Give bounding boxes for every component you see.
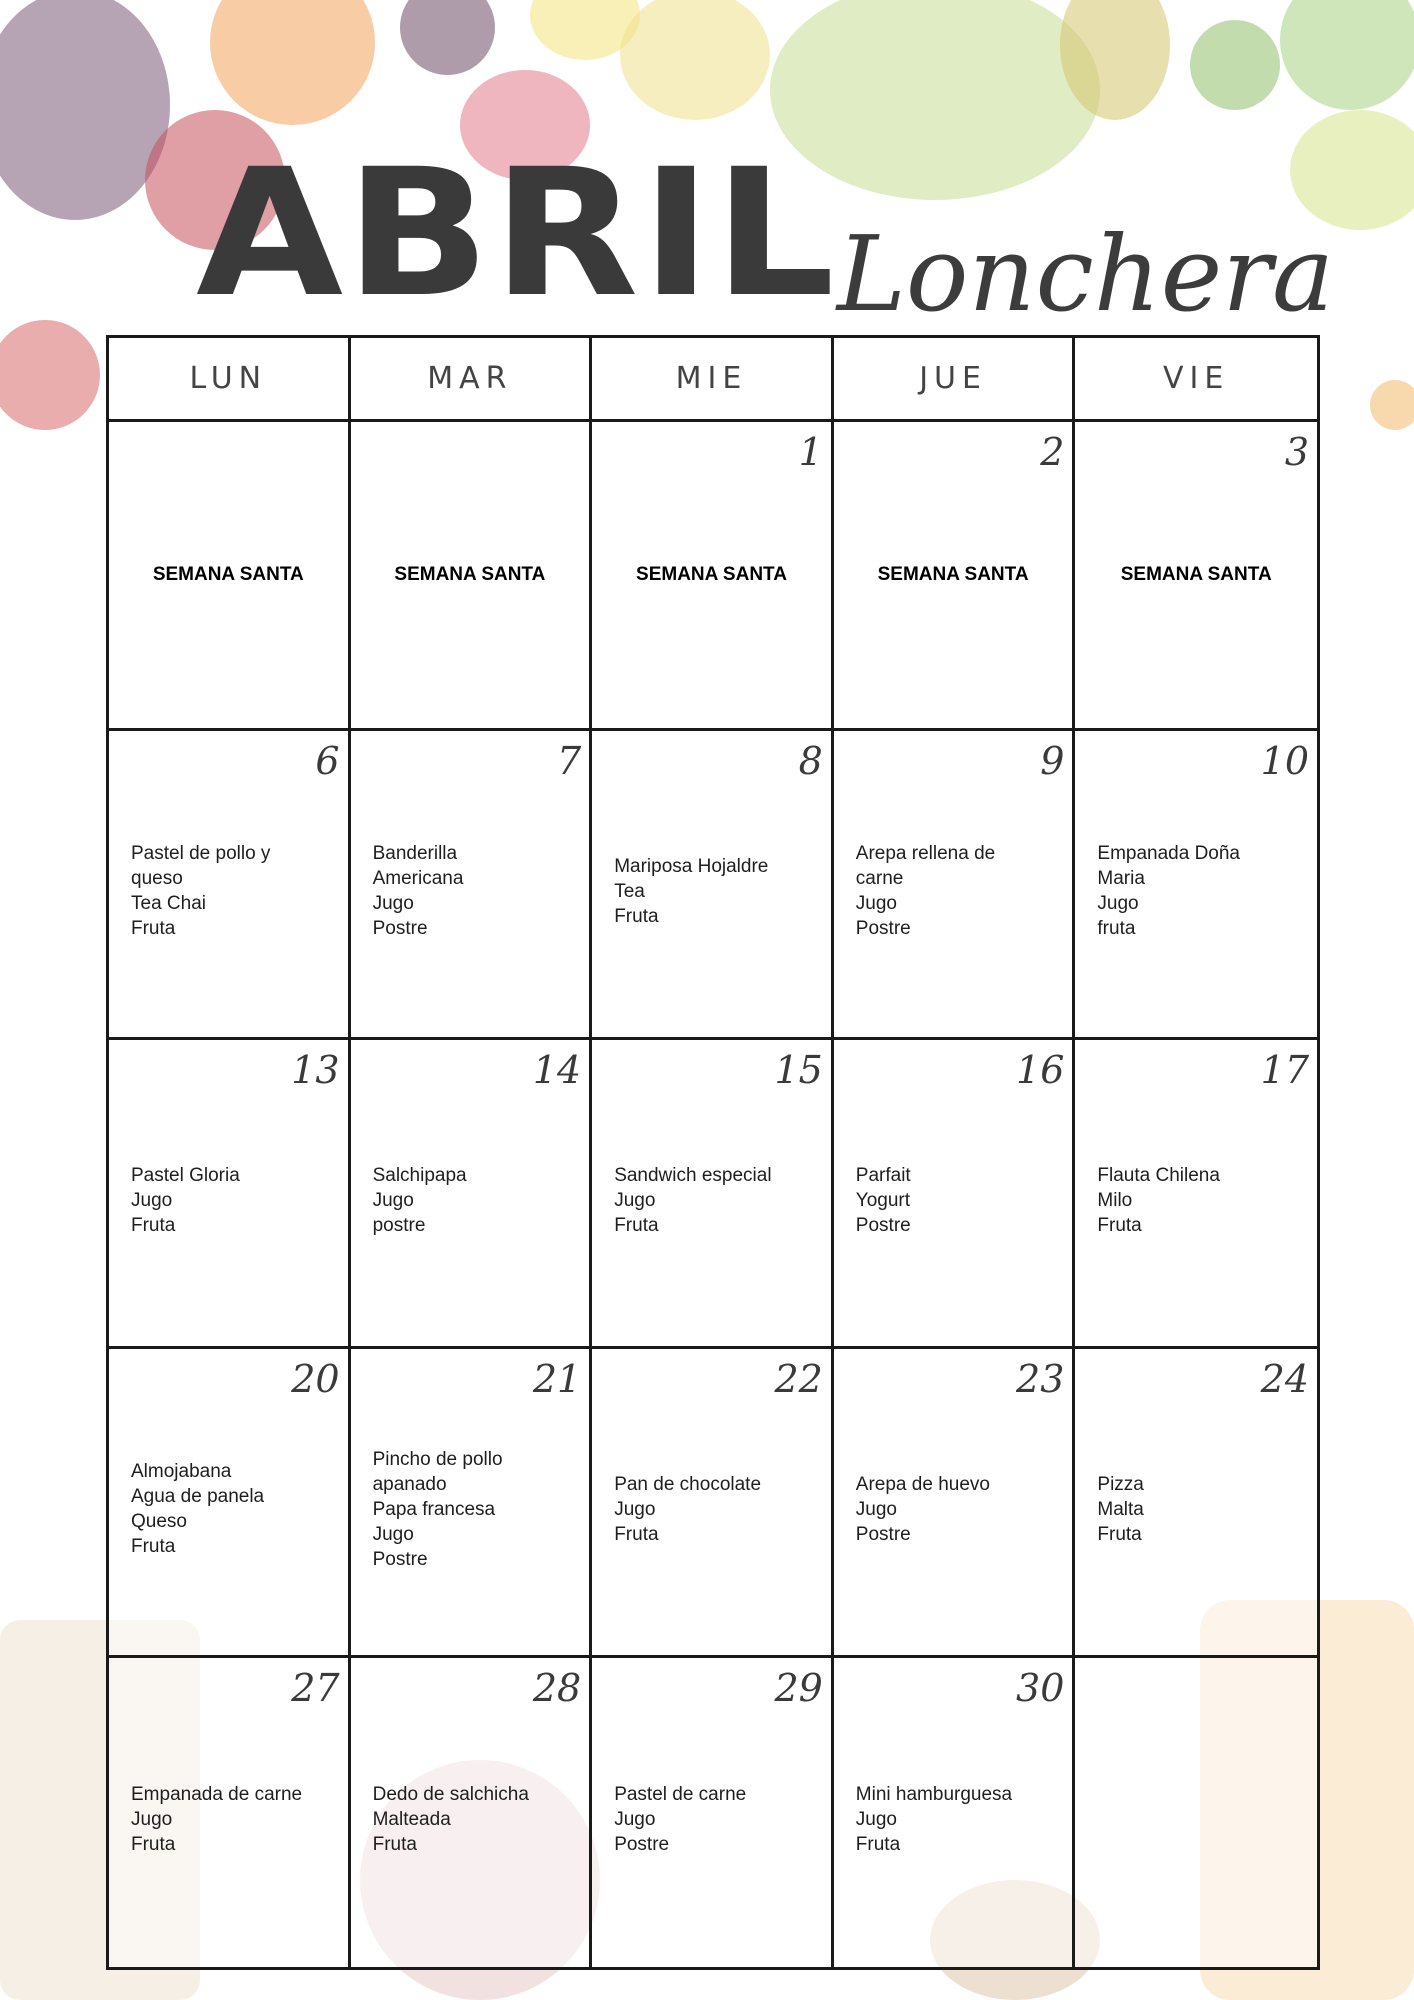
- menu-item: postre: [372, 1214, 426, 1236]
- menu-item: Postre: [614, 1834, 670, 1855]
- day-cell: [1075, 422, 1317, 731]
- day-cell: [1075, 1040, 1317, 1349]
- menu-item: Pastel de pollo y: [131, 843, 271, 864]
- holiday-note: SEMANA SANTA: [394, 564, 546, 585]
- lunch-menu: [614, 1658, 821, 1967]
- day-number: 10: [1260, 739, 1309, 783]
- lunch-menu: [373, 1040, 580, 1346]
- orange-image: [210, 0, 375, 125]
- menu-item: Jugo: [372, 1523, 414, 1545]
- lunch-menu: [1097, 1349, 1307, 1655]
- menu-item: Queso: [131, 1511, 187, 1532]
- menu-item: Postre: [855, 1523, 911, 1545]
- menu-item: Sandwich especial: [614, 1164, 772, 1186]
- menu-item: Jugo: [614, 1189, 656, 1211]
- weekday-header: JUE: [834, 338, 1076, 422]
- menu-item: Maria: [1097, 868, 1145, 889]
- lunch-menu: [131, 1349, 338, 1655]
- starfruit-image: [1290, 110, 1414, 230]
- menu-item: Yogurt: [855, 1189, 911, 1211]
- day-cell: [592, 1040, 834, 1349]
- menu-item: Jugo: [855, 1809, 897, 1830]
- menu-item: Empanada de carne: [131, 1784, 303, 1805]
- lunch-menu: [1097, 1040, 1307, 1346]
- lunch-menu: [131, 1658, 338, 1967]
- day-number: 13: [291, 1048, 340, 1092]
- menu-item: Mini hamburguesa: [855, 1784, 1013, 1805]
- day-cell: [109, 422, 351, 731]
- lunch-menu: [856, 731, 1063, 1037]
- page-subtitle: Lonchera: [836, 213, 1334, 335]
- day-number: 24: [1260, 1357, 1309, 1401]
- day-number: 28: [532, 1666, 582, 1710]
- menu-item: Agua de panela: [131, 1486, 265, 1507]
- lunch-menu: [614, 731, 821, 1037]
- day-number: 23: [1016, 1357, 1065, 1401]
- day-number: 8: [798, 739, 823, 783]
- page-title: ABRIL: [196, 131, 837, 336]
- menu-item: Fruta: [614, 905, 659, 927]
- day-cell: [834, 1040, 1076, 1349]
- menu-item: fruta: [1097, 918, 1136, 939]
- day-cell: [351, 731, 593, 1040]
- menu-item: carne: [855, 868, 904, 889]
- green-apple-image: [1280, 0, 1414, 110]
- day-number: 7: [557, 739, 582, 783]
- menu-item: Mariposa Hojaldre: [614, 855, 769, 877]
- menu-item: Jugo: [131, 1809, 173, 1830]
- menu-item: Arepa de huevo: [855, 1473, 990, 1495]
- menu-item: Postre: [372, 918, 428, 939]
- menu-item: apanado: [372, 1473, 447, 1495]
- holiday-note: SEMANA SANTA: [1120, 564, 1272, 585]
- menu-item: Jugo: [1097, 893, 1139, 914]
- day-number: 16: [1016, 1048, 1065, 1092]
- menu-item: Malta: [1097, 1498, 1144, 1520]
- day-cell: [834, 731, 1076, 1040]
- day-cell: [834, 422, 1076, 731]
- day-cell: [592, 1349, 834, 1658]
- menu-item: Fruta: [614, 1523, 659, 1545]
- menu-item: Postre: [855, 1214, 911, 1236]
- day-cell: [109, 1040, 351, 1349]
- menu-item: Fruta: [131, 1834, 176, 1855]
- menu-item: Jugo: [131, 1189, 173, 1211]
- menu-item: Postre: [855, 918, 911, 939]
- lunch-menu: [131, 731, 338, 1037]
- weekday-header: MIE: [592, 338, 834, 422]
- banana-image: [620, 0, 770, 120]
- day-number: 1: [798, 430, 823, 474]
- day-number: 22: [774, 1357, 823, 1401]
- weekday-header: LUN: [109, 338, 351, 422]
- lunch-menu: [614, 1349, 821, 1655]
- day-number: 6: [315, 739, 340, 783]
- weekday-header: MAR: [351, 338, 593, 422]
- day-number: 9: [1040, 739, 1065, 783]
- menu-item: queso: [131, 868, 183, 889]
- day-number: 20: [291, 1357, 340, 1401]
- menu-item: Fruta: [131, 918, 176, 939]
- menu-item: Pincho de pollo: [372, 1448, 503, 1470]
- menu-item: Almojabana: [131, 1461, 232, 1482]
- lunch-menu: [1097, 731, 1307, 1037]
- day-cell: [1075, 1349, 1317, 1658]
- day-cell: [351, 1349, 593, 1658]
- menu-item: Tea: [614, 880, 645, 902]
- calendar-grid: [106, 335, 1320, 1970]
- day-number: 3: [1284, 430, 1309, 474]
- menu-item: Pastel de carne: [614, 1784, 747, 1805]
- weekday-header: VIE: [1075, 338, 1317, 422]
- menu-item: Salchipapa: [372, 1164, 467, 1186]
- holiday-note: SEMANA SANTA: [877, 564, 1029, 585]
- menu-item: Fruta: [1097, 1523, 1142, 1545]
- menu-item: Empanada Doña: [1097, 843, 1240, 864]
- menu-item: Jugo: [372, 893, 414, 914]
- holiday-note: SEMANA SANTA: [636, 564, 787, 585]
- menu-item: Pan de chocolate: [614, 1473, 762, 1495]
- holiday-note: SEMANA SANTA: [152, 564, 304, 585]
- day-number: 29: [774, 1666, 823, 1710]
- day-number: 21: [532, 1357, 582, 1401]
- menu-item: Banderilla: [372, 843, 458, 864]
- menu-item: Fruta: [855, 1834, 901, 1855]
- menu-item: Pastel Gloria: [131, 1164, 240, 1186]
- peach-image: [0, 320, 100, 430]
- menu-item: Papa francesa: [372, 1498, 496, 1520]
- lunch-menu: [373, 1349, 580, 1655]
- day-cell: [109, 731, 351, 1040]
- day-cell: [1075, 731, 1317, 1040]
- day-cell: [109, 1349, 351, 1658]
- menu-item: Flauta Chilena: [1097, 1164, 1220, 1186]
- menu-item: Fruta: [614, 1214, 659, 1236]
- menu-item: Postre: [372, 1548, 428, 1570]
- menu-item: Jugo: [855, 1498, 897, 1520]
- lunch-menu: [856, 1658, 1063, 1967]
- lunch-menu: [856, 1349, 1063, 1655]
- menu-item: Arepa rellena de: [855, 843, 996, 864]
- lunch-menu: [856, 1040, 1063, 1346]
- menu-item: Parfait: [855, 1164, 911, 1186]
- menu-item: Dedo de salchicha: [372, 1784, 529, 1805]
- day-cell: [1075, 1658, 1317, 1967]
- menu-item: Pizza: [1097, 1473, 1144, 1495]
- menu-item: Milo: [1097, 1189, 1133, 1211]
- plum-image: [400, 0, 495, 75]
- lunch-menu: [131, 1040, 338, 1346]
- lunch-menu: [373, 1658, 580, 1967]
- cherry-image: [1370, 380, 1414, 430]
- day-number: 14: [532, 1048, 582, 1092]
- day-cell: [351, 422, 593, 731]
- day-number: 17: [1260, 1048, 1309, 1092]
- lunch-menu: [614, 1040, 821, 1346]
- day-cell: [351, 1658, 593, 1967]
- menu-item: Americana: [372, 868, 464, 889]
- menu-item: Fruta: [131, 1214, 176, 1236]
- menu-item: Fruta: [1097, 1214, 1142, 1236]
- day-number: 27: [291, 1666, 340, 1710]
- day-number: 30: [1016, 1666, 1065, 1710]
- day-number: 2: [1040, 430, 1065, 474]
- day-number: 15: [774, 1048, 823, 1092]
- menu-item: Jugo: [614, 1498, 656, 1520]
- lunch-menu: [373, 731, 580, 1037]
- day-cell: [592, 731, 834, 1040]
- menu-item: Jugo: [614, 1809, 656, 1830]
- day-cell: [592, 1658, 834, 1967]
- menu-item: Jugo: [855, 893, 897, 914]
- menu-item: Malteada: [372, 1809, 451, 1830]
- menu-item: Fruta: [131, 1536, 176, 1557]
- menu-item: Tea Chai: [131, 893, 206, 914]
- day-cell: [834, 1658, 1076, 1967]
- lime-image: [1190, 20, 1280, 110]
- menu-item: Jugo: [372, 1189, 414, 1211]
- day-cell: [351, 1040, 593, 1349]
- menu-item: Fruta: [372, 1834, 417, 1855]
- day-cell: [834, 1349, 1076, 1658]
- day-cell: [592, 422, 834, 731]
- day-cell: [109, 1658, 351, 1967]
